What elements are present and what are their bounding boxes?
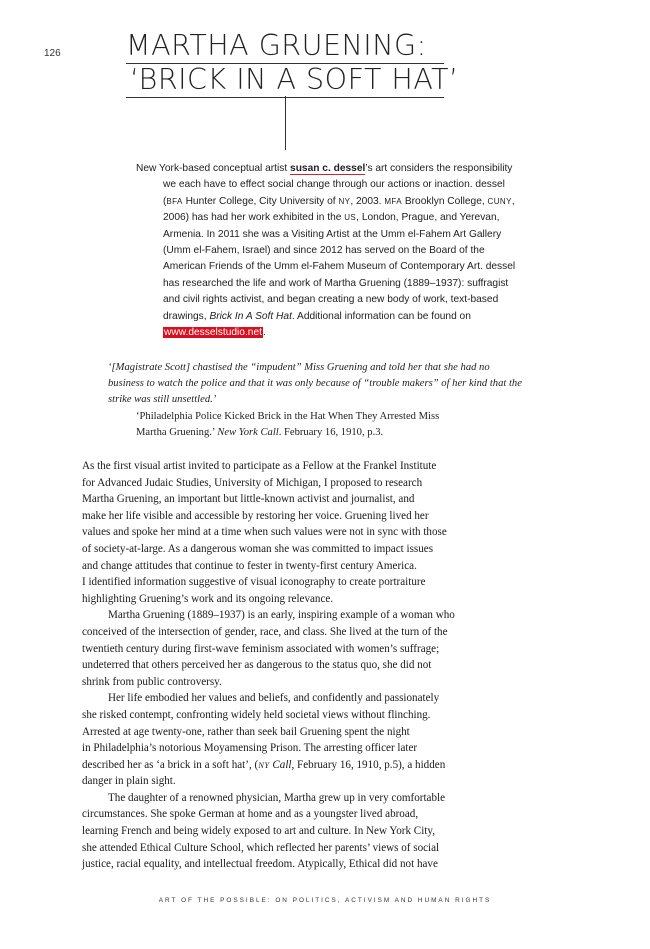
citation-date: . February 16, 1910, p.3.: [278, 426, 384, 438]
title-line-1: MARTHA GRUENING:: [126, 30, 444, 64]
artist-name: susan c. dessel: [290, 163, 366, 174]
citation-title: ‘Philadelphia Police Kicked Brick in the Hat When They Arrested Miss: [136, 410, 440, 422]
body-paragraph-2: [82, 607, 492, 690]
text-line: Martha Gruening, an important but little-known activist and journalist, and: [82, 493, 415, 506]
epigraph-quote: ‘[Magistrate Scott] chastised the “impudent” Miss Gruening and told her that she had no business to watch the police and that it was only because of “trouble makers” of her kind that the strike was still unsettled.’: [108, 362, 522, 406]
bio-text: , 2006) has had her work exhibited in the: [163, 195, 515, 224]
bio-abbrev: CUNY: [487, 196, 512, 206]
text-line: danger in plain sight.: [82, 775, 176, 788]
running-footer: ART OF THE POSSIBLE: ON POLITICS, ACTIVISM AND HUMAN RIGHTS: [158, 897, 492, 904]
text-line: conceived of the intersection of gender, race, and class. She lived at the turn of the: [82, 625, 448, 638]
body-paragraph-1: [82, 458, 492, 607]
bio-text: Brooklyn College,: [402, 195, 488, 207]
text-line: Martha Gruening (1889–1937) is an early, inspiring example of a woman who: [108, 609, 455, 622]
text-line: Arrested at age twenty-one, rather than seek bail Gruening spent the night: [82, 725, 410, 738]
text-line: learning French and being widely exposed to art and culture. In New York City,: [82, 825, 435, 838]
bio-text: , 2003.: [350, 195, 385, 207]
bio-paragraph: [136, 161, 522, 341]
epigraph: [108, 360, 528, 441]
author-bio: [136, 161, 522, 341]
text-fragment: described her as ‘a brick in a soft hat’, (: [82, 758, 259, 771]
bio-abbrev: US: [344, 213, 357, 223]
citation-title: Martha Gruening.’: [136, 426, 215, 438]
title-line-2: ‘BRICK IN A SOFT HAT’: [126, 64, 444, 98]
title-vertical-rule: [285, 96, 286, 150]
text-line: Her life embodied her values and beliefs, and confidently and passionately: [108, 692, 440, 705]
text-line: and change attitudes that continue to fester in twenty-first century America.: [82, 559, 417, 572]
bio-abbrev: NY: [338, 196, 351, 206]
text-line: justice, racial equality, and intellectual freedom. Atypically, Ethical did not have: [82, 858, 438, 871]
bio-abbrev: MFA: [384, 196, 403, 206]
text-line: she risked contempt, confronting widely held societal views without flinching.: [82, 708, 431, 721]
bio-text: New York-based conceptual artist: [136, 163, 291, 174]
chapter-title: [126, 29, 459, 98]
website-link[interactable]: www.desselstudio.net: [164, 327, 262, 339]
page-number: 126: [44, 48, 61, 59]
bio-text: .: [262, 327, 266, 339]
body-paragraph-3: [82, 690, 492, 790]
text-line: make her life visible and accessible by restoring her voice. Gruening lived her: [82, 509, 429, 522]
work-title: Brick In A Soft Hat: [209, 310, 292, 322]
text-line: The daughter of a renowned physician, Martha grew up in very comfortable: [108, 791, 446, 804]
text-fragment: , February 16, 1910, p.5), a hidden: [291, 758, 446, 771]
text-line: values and spoke her mind at a time when such values were not in sync with those: [82, 526, 447, 539]
text-fragment: Call: [269, 758, 292, 771]
bio-abbrev: BFA: [166, 196, 183, 206]
body-text: [82, 458, 492, 873]
text-line: circumstances. She spoke German at home and as a youngster lived abroad,: [82, 808, 419, 821]
text-line: shrink from public controversy.: [82, 675, 222, 688]
bio-text: , London, Prague, and Yerevan, Armenia. In 2011 she was a Visiting Artist at the Umm el-Fahem Art Gallery (Umm el-Fahem, Israel) and since 2012 has served on the Board of the American Friends of the Umm el-Fahem Museum of Contemporary Art. dessel has researched the life and work of Martha Gruening (1889–1937): suffragist and civil rights activist, and began creating a new body of work, text-based drawings,: [163, 212, 516, 322]
text-line: undeterred that others perceived her as dangerous to the status quo, she did not: [82, 659, 432, 672]
text-fragment: NY: [258, 759, 270, 770]
text-line: twentieth century during first-wave feminism associated with women’s suffrage;: [82, 642, 440, 655]
text-line: for Advanced Judaic Studies, University of Michigan, I proposed to research: [82, 476, 423, 489]
bio-text: ’s art considers the responsibility we each have to effect social change through our actions or inaction. dessel (: [163, 163, 513, 207]
text-line: [82, 757, 492, 774]
text-line: I identified information suggestive of visual iconography to create portraiture: [82, 576, 426, 589]
text-line: As the first visual artist invited to participate as a Fellow at the Frankel Institute: [82, 460, 437, 472]
text-line: she attended Ethical Culture School, which reflected her parents’ views of social: [82, 841, 440, 854]
text-line: highlighting Gruening’s work and its ongoing relevance.: [82, 592, 334, 605]
bio-text: . Additional information can be found on: [291, 310, 471, 322]
citation-source: New York Call: [217, 426, 279, 438]
text-line: of society-at-large. As a dangerous woman she was committed to impact issues: [82, 542, 434, 555]
bio-text: Hunter College, City University of: [182, 195, 339, 207]
body-paragraph-4: [82, 790, 492, 873]
text-line: in Philadelphia’s notorious Moyamensing Prison. The arresting officer later: [82, 742, 418, 755]
epigraph-citation: [108, 409, 528, 441]
